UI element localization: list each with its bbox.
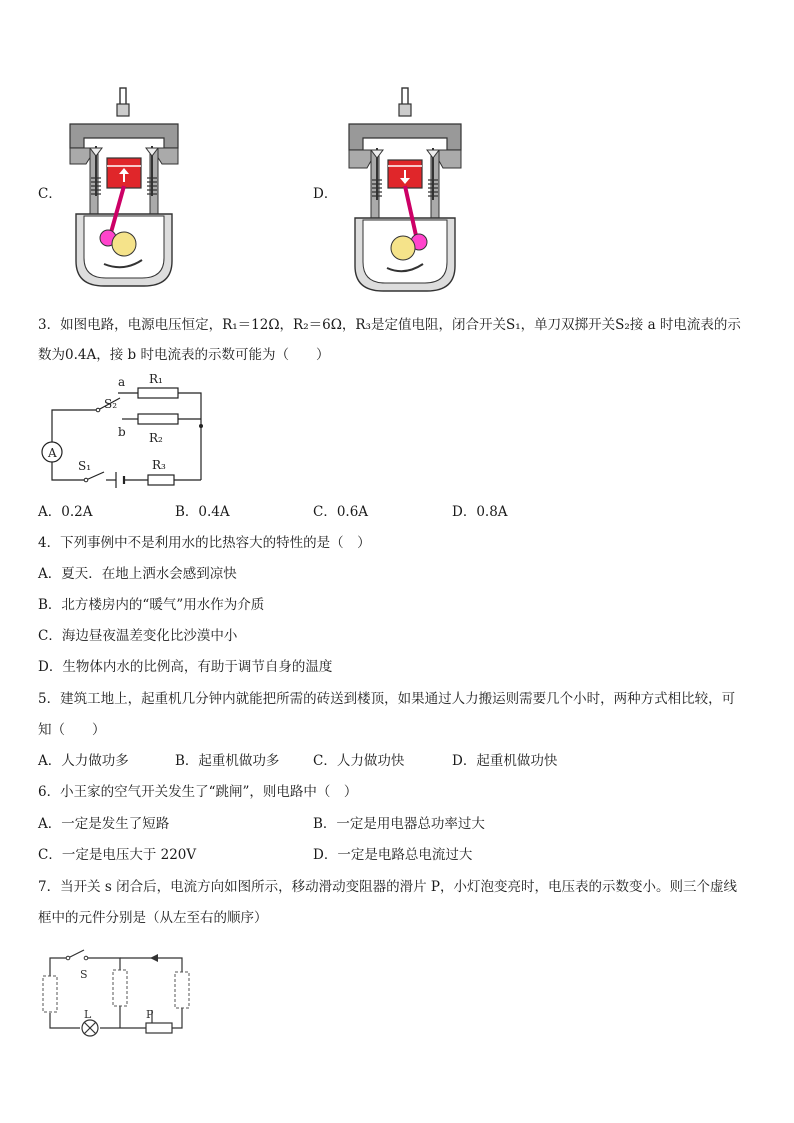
engine-diagram-c <box>64 86 184 291</box>
q3-ammeter-symbol: A <box>48 446 57 460</box>
q2-option-d-label: D． <box>313 186 338 202</box>
q4-option-b[interactable]: B．北方楼房内的“暖气”用水作为介质 <box>38 597 265 613</box>
q7-slider-label: P <box>146 1008 154 1021</box>
q3-circuit-diagram <box>38 368 218 493</box>
q3-option-c[interactable]: C．0.6A <box>313 504 369 520</box>
q3-option-b[interactable]: B．0.4A <box>175 504 230 520</box>
q3-r3-label: R₃ <box>152 458 166 472</box>
engine-diagram-d <box>345 86 465 296</box>
q6-stem: 6．小王家的空气开关发生了“跳闸”，则电路中（ ） <box>38 784 358 800</box>
q7-circuit-diagram <box>38 938 208 1043</box>
q7-stem-line2: 框中的元件分别是（从左至右的顺序） <box>38 910 268 926</box>
q3-stem-line2: 数为0.4A，接 b 时电流表的示数可能为（ ） <box>38 347 330 363</box>
q3-r2-label: R₂ <box>149 431 163 445</box>
q4-option-d[interactable]: D．生物体内水的比例高，有助于调节自身的温度 <box>38 659 333 675</box>
q5-option-b[interactable]: B．起重机做功多 <box>175 753 280 769</box>
q3-terminal-a-label: a <box>118 375 126 389</box>
q3-stem-line1: 3．如图电路，电源电压恒定，R₁＝12Ω，R₂＝6Ω，R₃是定值电阻，闭合开关S₁，单刀双掷开关S₂接 a 时电流表的示 <box>38 317 741 333</box>
q5-option-a[interactable]: A．人力做功多 <box>38 753 129 769</box>
q4-option-a[interactable]: A．夏天．在地上洒水会感到凉快 <box>38 566 237 582</box>
q3-terminal-b-label: b <box>118 425 126 439</box>
q3-r1-label: R₁ <box>149 372 163 386</box>
q3-s1-label: S₁ <box>78 459 92 473</box>
q7-stem-line1: 7．当开关 s 闭合后，电流方向如图所示，移动滑动变阻器的滑片 P，小灯泡变亮时，电压表的示数变小。则三个虚线 <box>38 879 737 895</box>
q7-lamp-label: L <box>84 1008 92 1021</box>
q6-option-c[interactable]: C．一定是电压大于 220V <box>38 847 197 863</box>
q3-option-d[interactable]: D．0.8A <box>452 504 508 520</box>
q6-option-a[interactable]: A．一定是发生了短路 <box>38 816 170 832</box>
q3-option-a[interactable]: A．0.2A <box>38 504 93 520</box>
q2-option-c-label: C． <box>38 186 62 202</box>
q5-option-d[interactable]: D．起重机做功快 <box>452 753 558 769</box>
q5-stem-line2: 知（ ） <box>38 722 106 738</box>
q6-option-b[interactable]: B．一定是用电器总功率过大 <box>313 816 485 832</box>
q4-stem: 4．下列事例中不是利用水的比热容大的特性的是（ ） <box>38 535 371 551</box>
q7-switch-label: S <box>80 968 88 981</box>
q5-option-c[interactable]: C．人力做功快 <box>313 753 405 769</box>
q3-s2-label: S₂ <box>104 397 118 411</box>
q6-option-d[interactable]: D．一定是电路总电流过大 <box>313 847 473 863</box>
q5-stem-line1: 5．建筑工地上，起重机几分钟内就能把所需的砖送到楼顶，如果通过人力搬运则需要几个小时，两种方式相比较，可 <box>38 691 736 707</box>
q4-option-c[interactable]: C．海边昼夜温差变化比沙漠中小 <box>38 628 238 644</box>
